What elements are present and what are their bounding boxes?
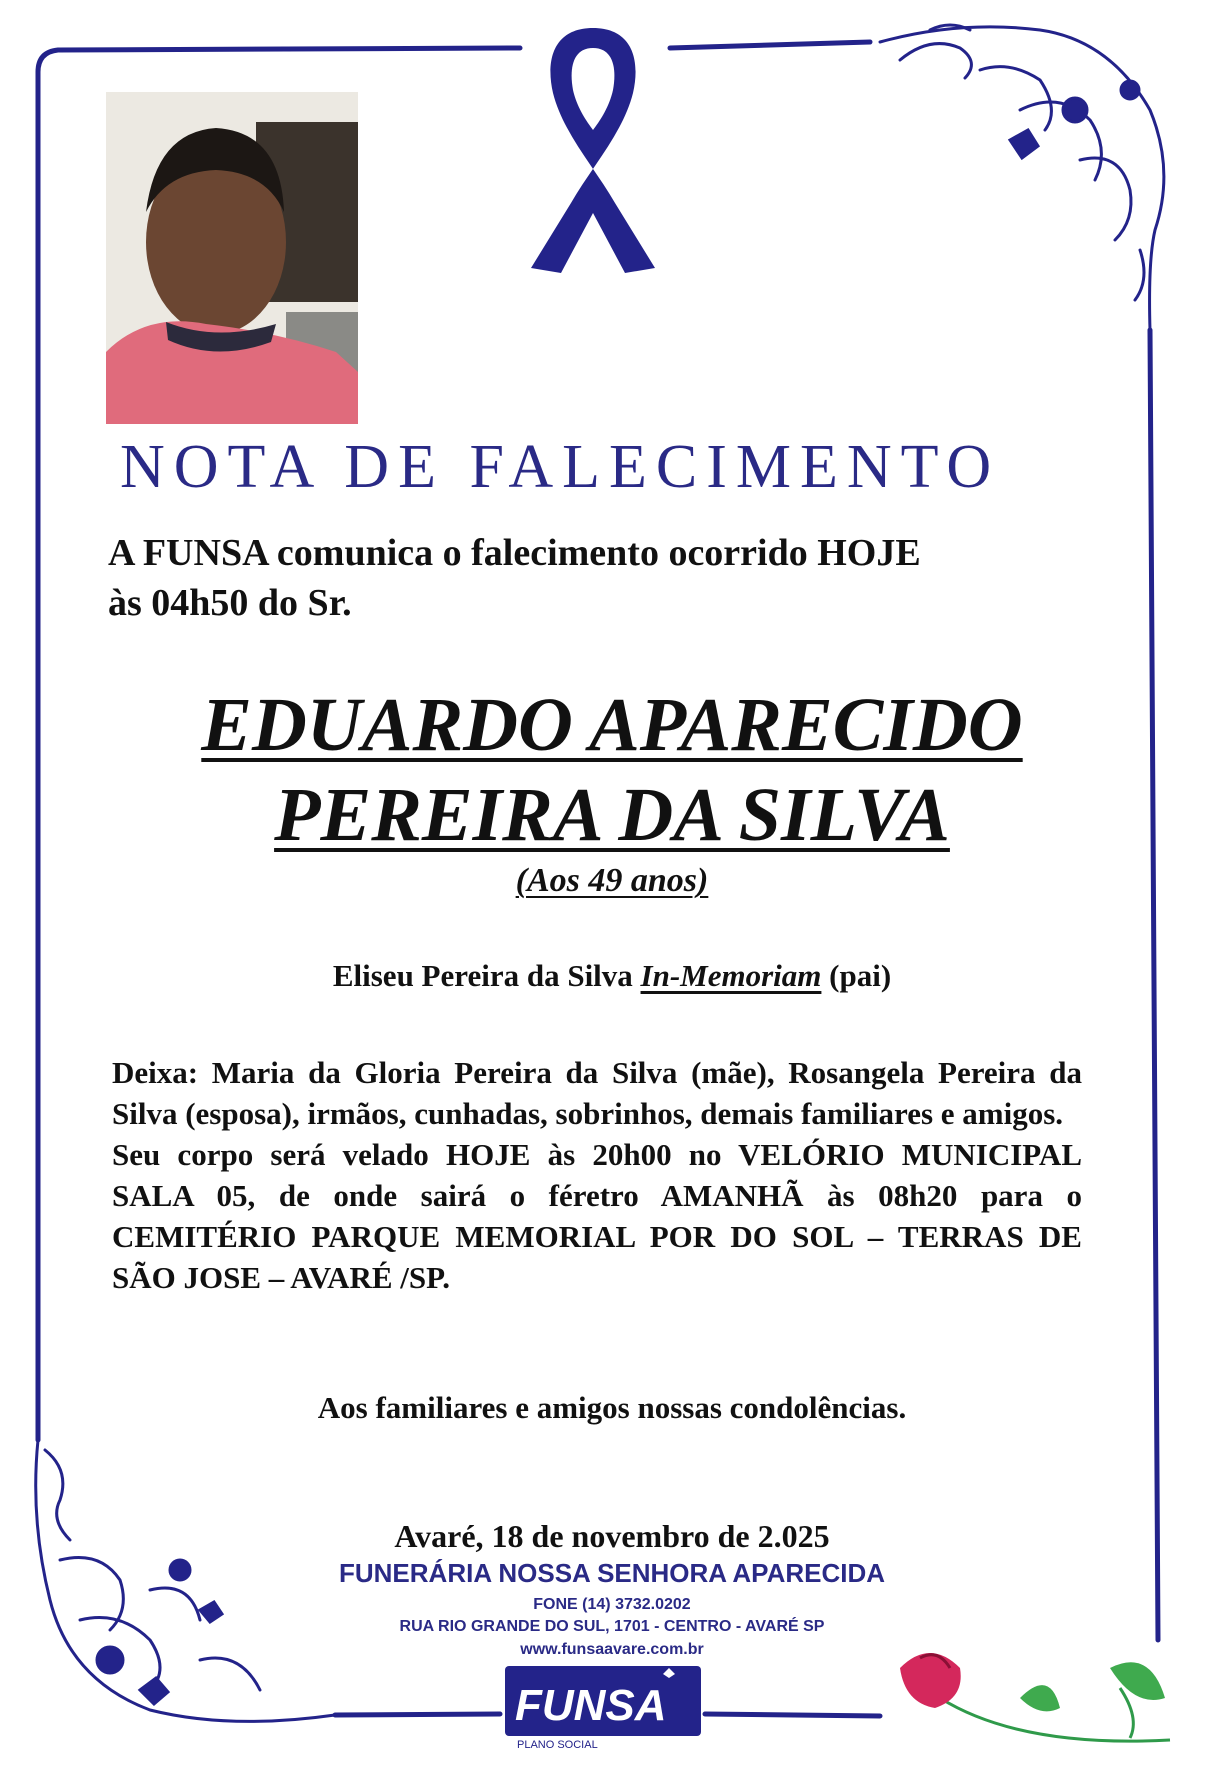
intro-text bbox=[108, 528, 1088, 628]
in-memoriam-line bbox=[60, 958, 1164, 994]
logo-subtitle: PLANO SOCIAL bbox=[517, 1739, 598, 1751]
deceased-name-line-2: PEREIRA DA SILVA bbox=[274, 773, 950, 857]
company-name: FUNERÁRIA NOSSA SENHORA APARECIDA bbox=[338, 1558, 886, 1588]
company-website: www.funsaavare.com.br bbox=[520, 1641, 704, 1658]
funeral-info-paragraph: Seu corpo será velado HOJE às 20h00 no VELÓRIO MUNICIPAL SALA 05, de onde sairá o féretro AMANHÃ às 08h20 para o CEMITÉRIO PARQUE MEMORIAL POR DO SOL – TERRAS DE SÃO JOSE – AVARÉ /SP. bbox=[112, 1137, 1082, 1295]
mourning-ribbon-icon bbox=[515, 18, 670, 283]
notice-title: NOTA DE FALECIMENTO bbox=[120, 433, 1001, 501]
company-phone: FONE (14) 3732.0202 bbox=[533, 1596, 691, 1613]
rose-icon bbox=[880, 1628, 1180, 1758]
deceased-name bbox=[60, 680, 1164, 860]
survivors-paragraph: Deixa: Maria da Gloria Pereira da Silva (mãe), Rosangela Pereira da Silva (esposa), irmãos, cunhadas, sobrinhos, demais familiares e amigos. bbox=[112, 1055, 1082, 1131]
deceased-age bbox=[60, 862, 1164, 900]
memoriam-relation: (pai) bbox=[829, 958, 892, 993]
company-address: RUA RIO GRANDE DO SUL, 1701 - CENTRO - AVARÉ SP bbox=[399, 1618, 825, 1635]
age-text: (Aos 49 anos) bbox=[515, 862, 709, 899]
intro-line-2: às 04h50 do Sr. bbox=[108, 582, 352, 624]
intro-line-1: A FUNSA comunica o falecimento ocorrido HOJE bbox=[108, 532, 921, 574]
condolences-text: Aos familiares e amigos nossas condolências. bbox=[317, 1390, 907, 1425]
funsa-logo bbox=[505, 1666, 701, 1752]
deceased-name-line-1: EDUARDO APARECIDO bbox=[201, 683, 1023, 767]
corner-ornament-top-right bbox=[880, 25, 1164, 330]
date-line: Avaré, 18 de novembro de 2.025 bbox=[394, 1518, 830, 1554]
notice-body bbox=[112, 1052, 1082, 1298]
logo-text: FUNSA bbox=[515, 1681, 667, 1730]
memoriam-name: Eliseu Pereira da Silva bbox=[332, 958, 633, 993]
memoriam-tag: In-Memoriam bbox=[640, 958, 822, 993]
deceased-photo bbox=[106, 92, 358, 424]
